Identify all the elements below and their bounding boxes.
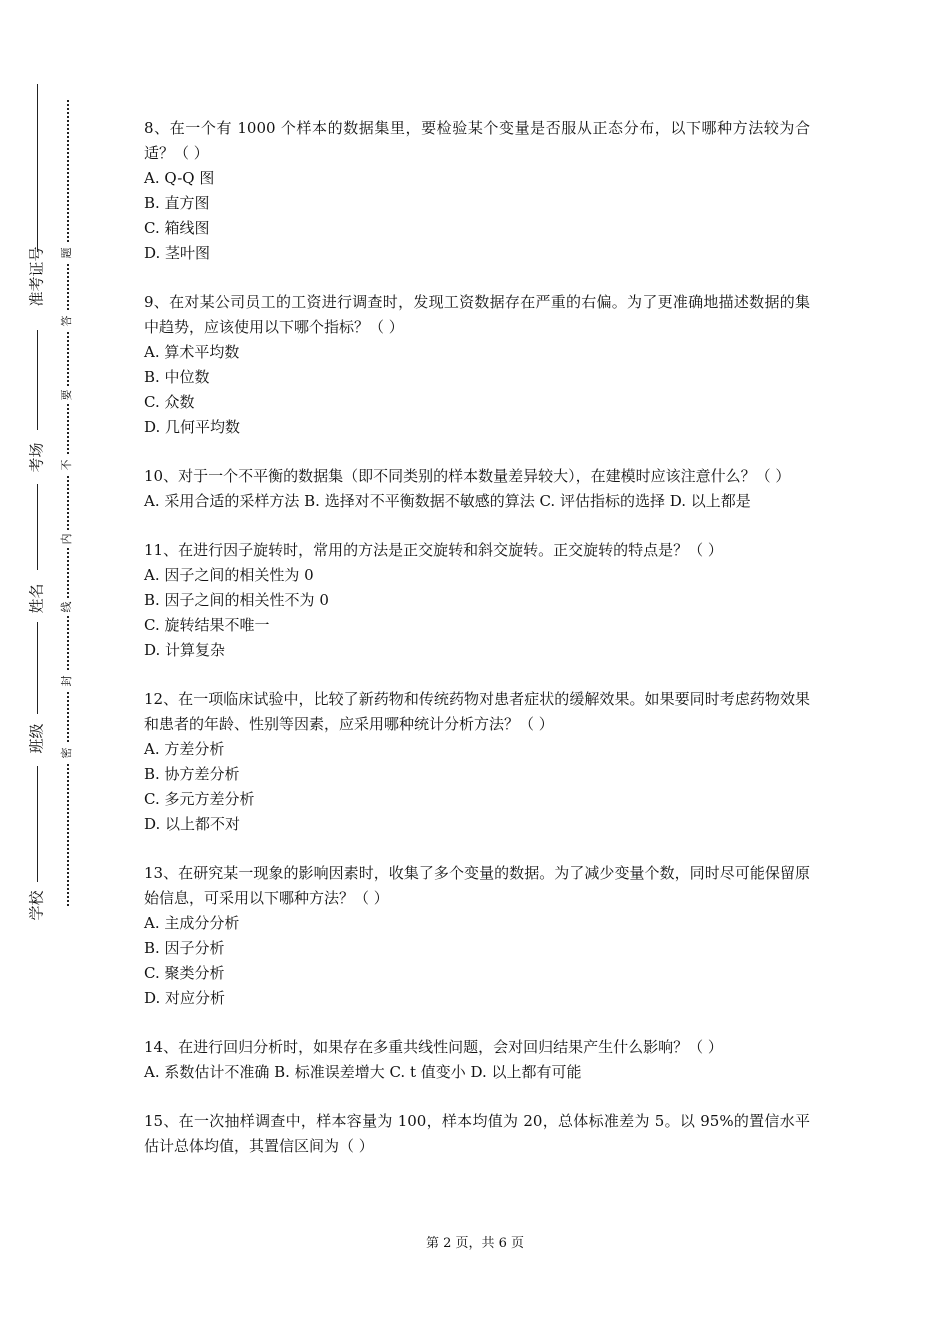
option-c: C. 众数 xyxy=(144,393,195,411)
option-c: C. 多元方差分析 xyxy=(144,790,255,808)
option-a: A. 方差分析 xyxy=(144,740,225,758)
option-a: A. 主成分分析 xyxy=(144,914,240,932)
question-stem: 11、在进行因子旋转时，常用的方法是正交旋转和斜交旋转。正交旋转的特点是？（ ） xyxy=(144,541,723,559)
seal-char-yao: 要 xyxy=(58,386,76,404)
question-stem: 9、在对某公司员工的工资进行调查时，发现工资数据存在严重的右偏。为了更准确地描述数据的集中趋势，应该使用以下哪个指标？（ ） xyxy=(144,293,810,336)
question-12 xyxy=(144,687,810,837)
option-c: C. 旋转结果不唯一 xyxy=(144,616,270,634)
page-number: 第 2 页，共 6 页 xyxy=(425,1236,525,1251)
option-c: C. 聚类分析 xyxy=(144,964,225,982)
option-a: A. Q-Q 图 xyxy=(144,169,215,187)
question-stem: 8、在一个有 1000 个样本的数据集里，要检验某个变量是否服从正态分布，以下哪种方法较为合适？（ ） xyxy=(144,119,810,162)
field-line-name xyxy=(37,484,38,570)
question-list xyxy=(144,116,810,1183)
label-school: 学校 xyxy=(27,890,46,921)
seal-char-mi: 密 xyxy=(58,744,76,762)
options-inline: A. 系数估计不准确 B. 标准误差增大 C. t 值变小 D. 以上都有可能 xyxy=(144,1063,582,1081)
question-stem: 14、在进行回归分析时，如果存在多重共线性问题，会对回归结果产生什么影响？（ ） xyxy=(144,1038,723,1056)
label-exam-id: 准考证号 xyxy=(27,246,46,307)
field-line-room xyxy=(37,330,38,430)
question-stem: 10、对于一个不平衡的数据集（即不同类别的样本数量差异较大），在建模时应该注意什么？（ ） xyxy=(144,467,791,485)
seal-char-nei: 内 xyxy=(58,530,76,548)
option-d: D. 计算复杂 xyxy=(144,641,226,659)
label-exam-room: 考场 xyxy=(27,442,46,473)
field-line-exam-id xyxy=(37,84,38,252)
label-name: 姓名 xyxy=(27,583,46,614)
binding-margin xyxy=(0,0,110,1344)
seal-char-feng: 封 xyxy=(58,672,76,690)
question-13 xyxy=(144,861,810,1011)
question-14 xyxy=(144,1035,810,1085)
seal-char-xian: 线 xyxy=(58,598,76,616)
option-b: B. 直方图 xyxy=(144,194,210,212)
field-line-class xyxy=(37,622,38,714)
seal-char-da: 答 xyxy=(58,312,76,330)
question-stem: 15、在一次抽样调查中，样本容量为 100，样本均值为 20，总体标准差为 5。以 95%的置信水平估计总体均值，其置信区间为（ ） xyxy=(144,1112,810,1155)
seal-dotted-line xyxy=(67,100,69,906)
option-d: D. 几何平均数 xyxy=(144,418,241,436)
question-11 xyxy=(144,538,810,663)
options-inline: A. 采用合适的采样方法 B. 选择对不平衡数据不敏感的算法 C. 评估指标的选择 D. 以上都是 xyxy=(144,492,751,510)
option-c: C. 箱线图 xyxy=(144,219,210,237)
option-b: B. 中位数 xyxy=(144,368,210,386)
question-stem: 13、在研究某一现象的影响因素时，收集了多个变量的数据。为了减少变量个数，同时尽可能保留原始信息，可采用以下哪种方法？（ ） xyxy=(144,864,810,907)
option-a: A. 因子之间的相关性为 0 xyxy=(144,566,314,584)
question-10 xyxy=(144,464,810,514)
option-d: D. 以上都不对 xyxy=(144,815,241,833)
option-b: B. 因子之间的相关性不为 0 xyxy=(144,591,329,609)
seal-char-bu: 不 xyxy=(58,456,76,474)
field-line-school xyxy=(37,766,38,882)
question-15 xyxy=(144,1109,810,1159)
option-b: B. 因子分析 xyxy=(144,939,225,957)
label-class: 班级 xyxy=(27,723,46,754)
option-d: D. 对应分析 xyxy=(144,989,226,1007)
option-b: B. 协方差分析 xyxy=(144,765,240,783)
question-9 xyxy=(144,290,810,440)
seal-char-ti: 题 xyxy=(58,244,76,262)
option-d: D. 茎叶图 xyxy=(144,244,211,262)
option-a: A. 算术平均数 xyxy=(144,343,240,361)
question-8 xyxy=(144,116,810,266)
question-stem: 12、在一项临床试验中，比较了新药物和传统药物对患者症状的缓解效果。如果要同时考虑药物效果和患者的年龄、性别等因素，应采用哪种统计分析方法？（ ） xyxy=(144,690,810,733)
